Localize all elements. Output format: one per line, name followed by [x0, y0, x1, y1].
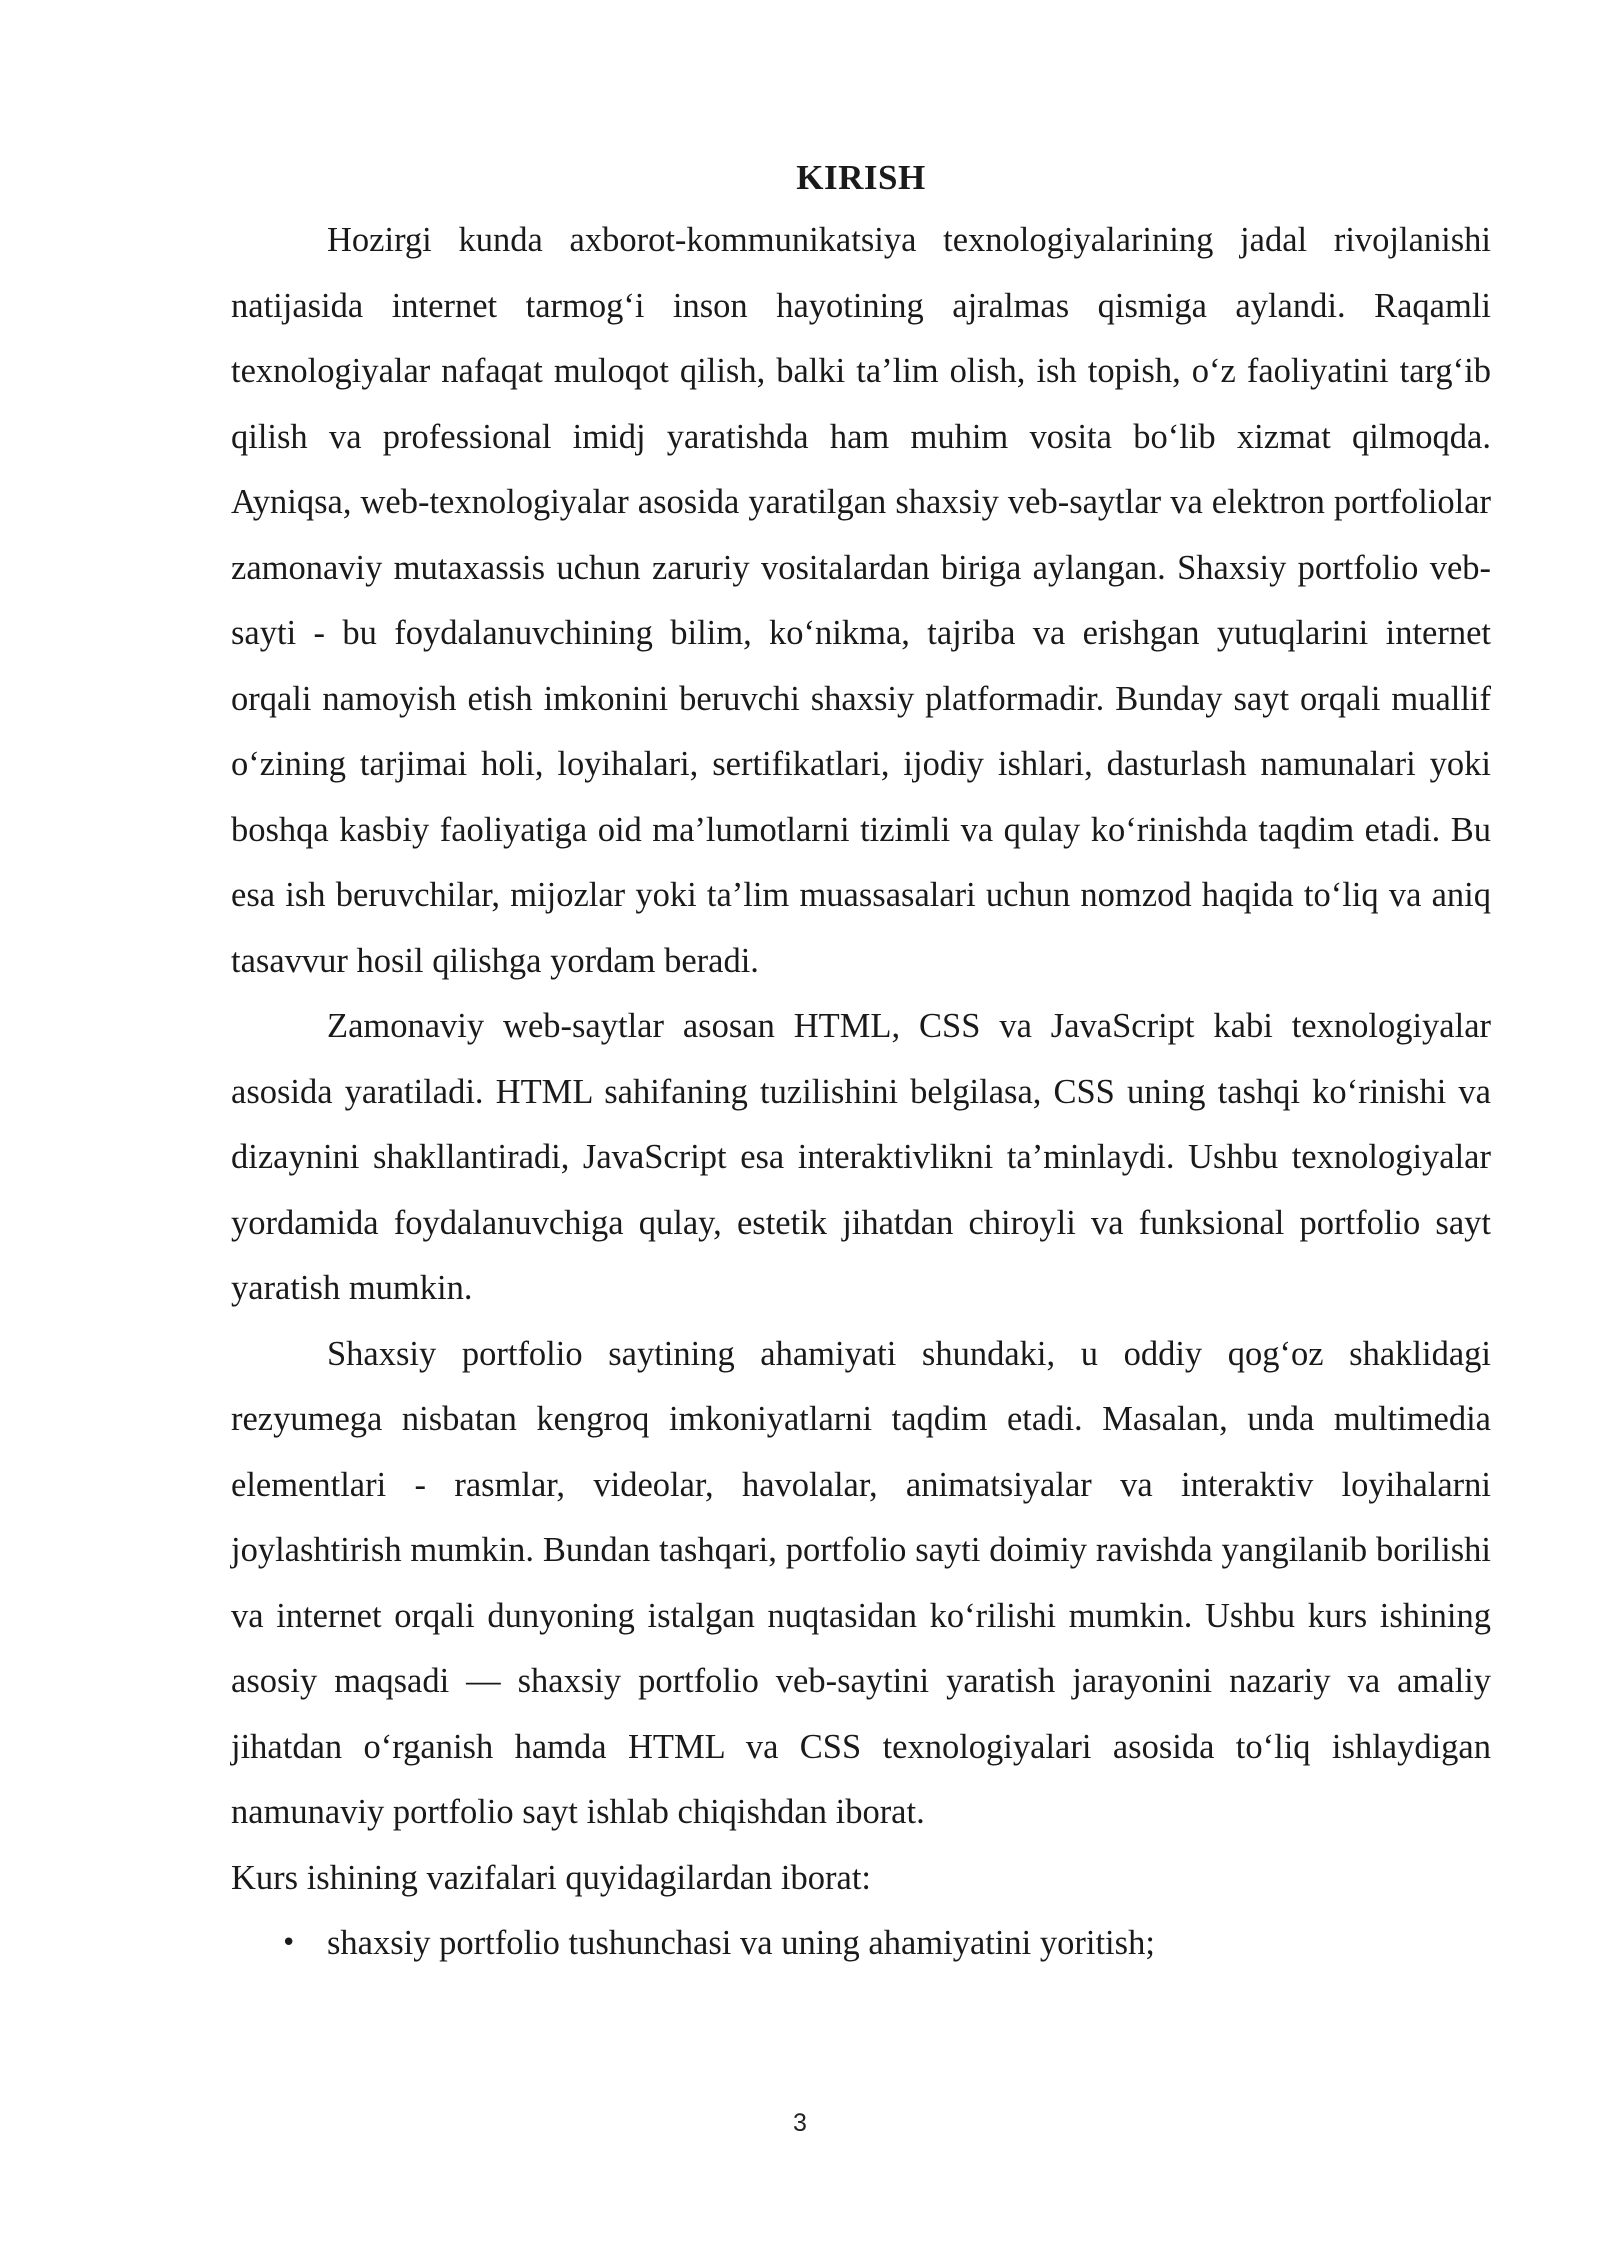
bullet-icon: • [281, 1928, 297, 1958]
paragraph-1: Hozirgi kunda axborot-kommunikatsiya texnologiyalarining jadal rivojlanishi natijasida internet tarmog‘i inson hayotining ajralmas qismiga aylandi. Raqamli texnologiyalar nafaqat muloqot qilish, balki ta’lim olish, ish topish, o‘z faoliyatini targ‘ib qilish va professional imidj yaratishda ham muhim vosita bo‘lib xizmat qilmoqda. Ayniqsa, web-texnologiyalar asosida yaratilgan shaxsiy veb-saytlar va elektron portfoliolar zamonaviy mutaxassis uchun zaruriy vositalardan biriga aylangan. Shaxsiy portfolio veb-sayti - bu foydalanuvchining bilim, ko‘nikma, tajriba va erishgan yutuqlarini internet orqali namoyish etish imkonini beruvchi shaxsiy platformadir. Bunday sayt orqali muallif o‘zining tarjimai holi, loyihalari, sertifikatlari, ijodiy ishlari, dasturlash namunalari yoki boshqa kasbiy faoliyatiga oid ma’lumotlarni tizimli va qulay ko‘rinishda taqdim etadi. Bu esa ish beruvchilar, mijozlar yoki ta’lim muassasalari uchun nomzod haqida to‘liq va aniq tasavvur hosil qilishga yordam beradi. [231, 221, 1491, 980]
tasks-intro: Kurs ishining vazifalari quyidagilardan iborat: [231, 1858, 871, 1897]
list-item-text: shaxsiy portfolio tushunchasi va uning ahamiyatini yoritish; [327, 1924, 1155, 1962]
page-number: 3 [793, 2109, 807, 2137]
paragraph-2: Zamonaviy web-saytlar asosan HTML, CSS va JavaScript kabi texnologiyalar asosida yaratiladi. HTML sahifaning tuzilishini belgilasa, CSS uning tashqi ko‘rinishi va dizaynini shakllantiradi, JavaScript esa interaktivlikni ta’minlaydi. Ushbu texnologiyalar yordamida foydalanuvchiga qulay, estetik jihatdan chiroyli va funksional portfolio sayt yaratish mumkin. [231, 1007, 1491, 1307]
paragraph-3: Shaxsiy portfolio saytining ahamiyati shundaki, u oddiy qog‘oz shaklidagi rezyumega nisbatan kengroq imkoniyatlarni taqdim etadi. Masalan, unda multimedia elementlari - rasmlar, videolar, havolalar, animatsiyalar va interaktiv loyihalarni joylashtirish mumkin. Bundan tashqari, portfolio sayti doimiy ravishda yangilanib borilishi va internet orqali dunyoning istalgan nuqtasidan ko‘rilishi mumkin. Ushbu kurs ishining asosiy maqsadi — shaxsiy portfolio veb-saytini yaratish jarayonini nazariy va amaliy jihatdan o‘rganish hamda HTML va CSS texnologiyalari asosida to‘liq ishlaydigan namunaviy portfolio sayt ishlab chiqishdan iborat. [231, 1334, 1491, 1831]
section-heading: KIRISH [796, 158, 926, 197]
page-content [231, 148, 1491, 1977]
list-item [231, 1911, 1491, 1977]
tasks-list [231, 1911, 1491, 1977]
